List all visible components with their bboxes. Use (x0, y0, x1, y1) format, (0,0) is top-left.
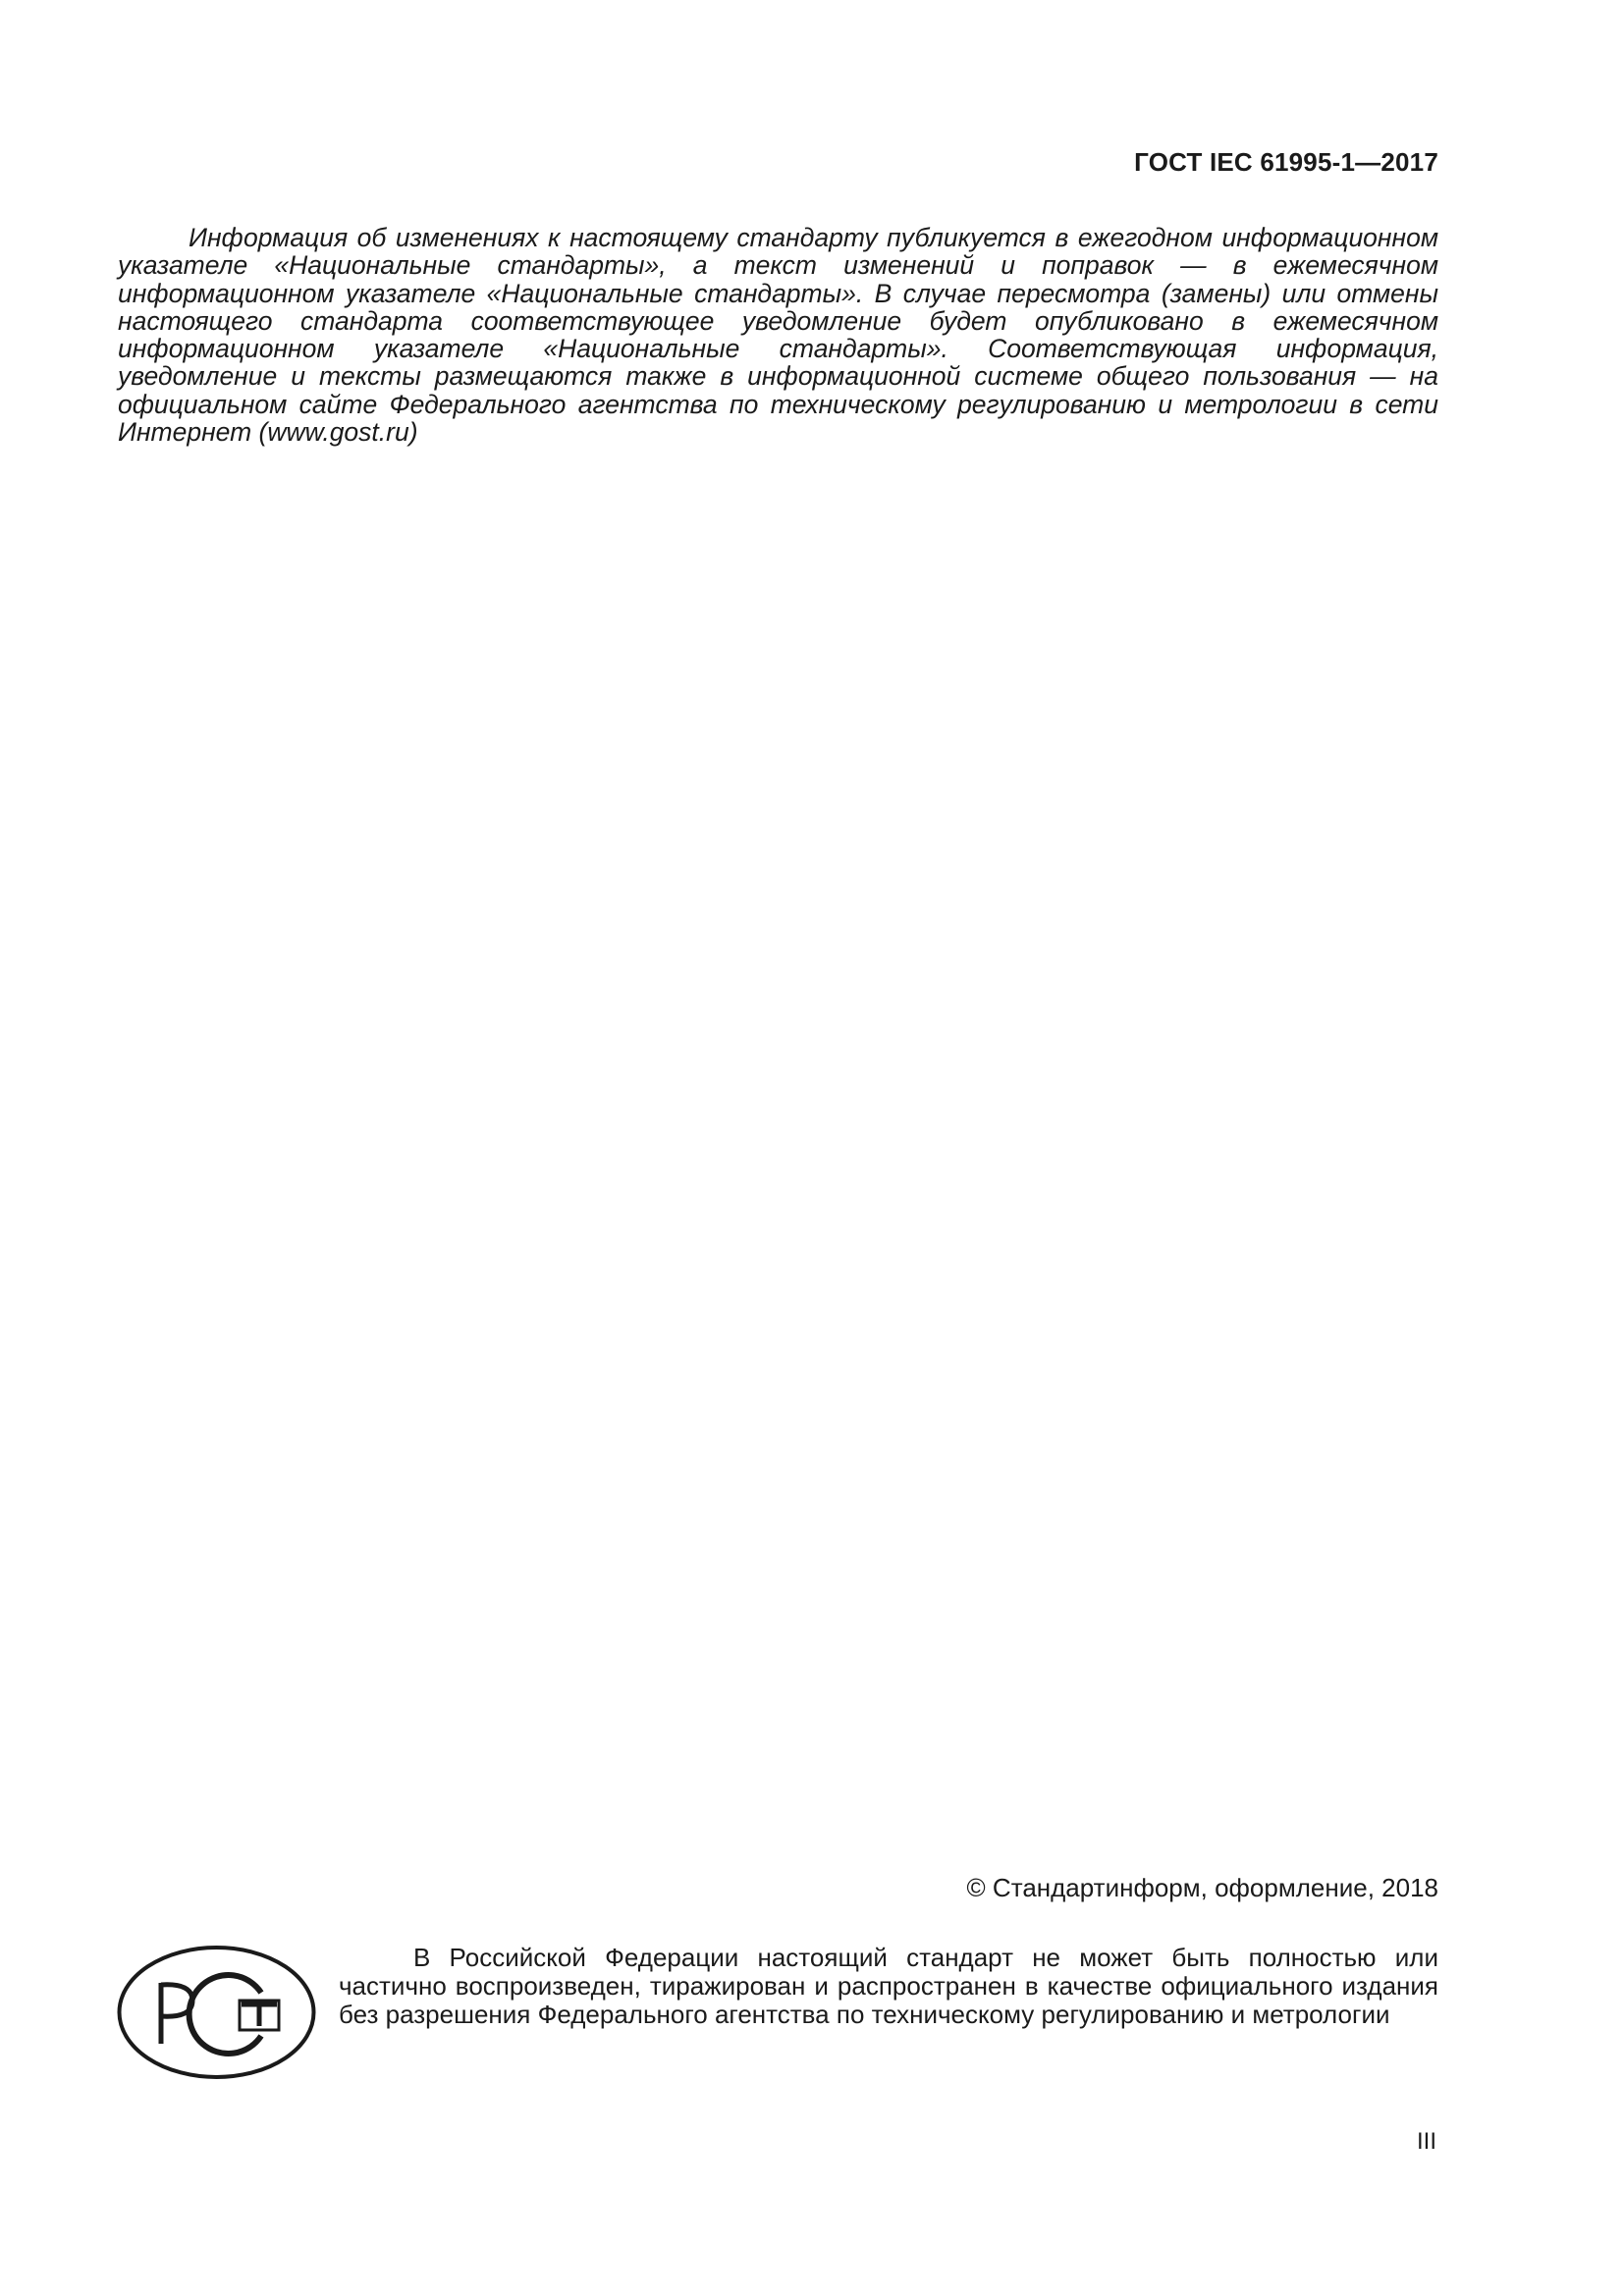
reproduction-rights-paragraph: В Российской Федерации настоящий стандарт не может быть полностью или частично воспроизведен, тиражирован и распространен в качестве официального издания без разрешения Федерального агентства по техническому регулированию и метрологии (339, 1943, 1438, 2029)
copyright-notice: © Стандартинформ, оформление, 2018 (966, 1873, 1438, 1902)
rst-certification-logo-icon (116, 1944, 317, 2081)
standard-code-header: ГОСТ IEC 61995-1—2017 (1134, 147, 1438, 177)
page-number: III (1416, 2128, 1436, 2155)
amendments-info-paragraph: Информация об изменениях к настоящему стандарту публикуется в ежегодном информационном указателе «Национальные стандарты», а текст изменений и поправок — в ежемесячном информационном указателе «Национальные стандарты». В случае пересмотра (замены) или отмены настоящего стандарта соответствующее уведомление будет опубликовано в ежемесячном информационном указателе «Национальные стандарты». Соответствующая информация, уведомление и тексты размещаются также в информационной системе общего пользования — на официальном сайте Федерального агентства по техническому регулированию и метрологии в сети Интернет (www.gost.ru) (118, 223, 1438, 448)
